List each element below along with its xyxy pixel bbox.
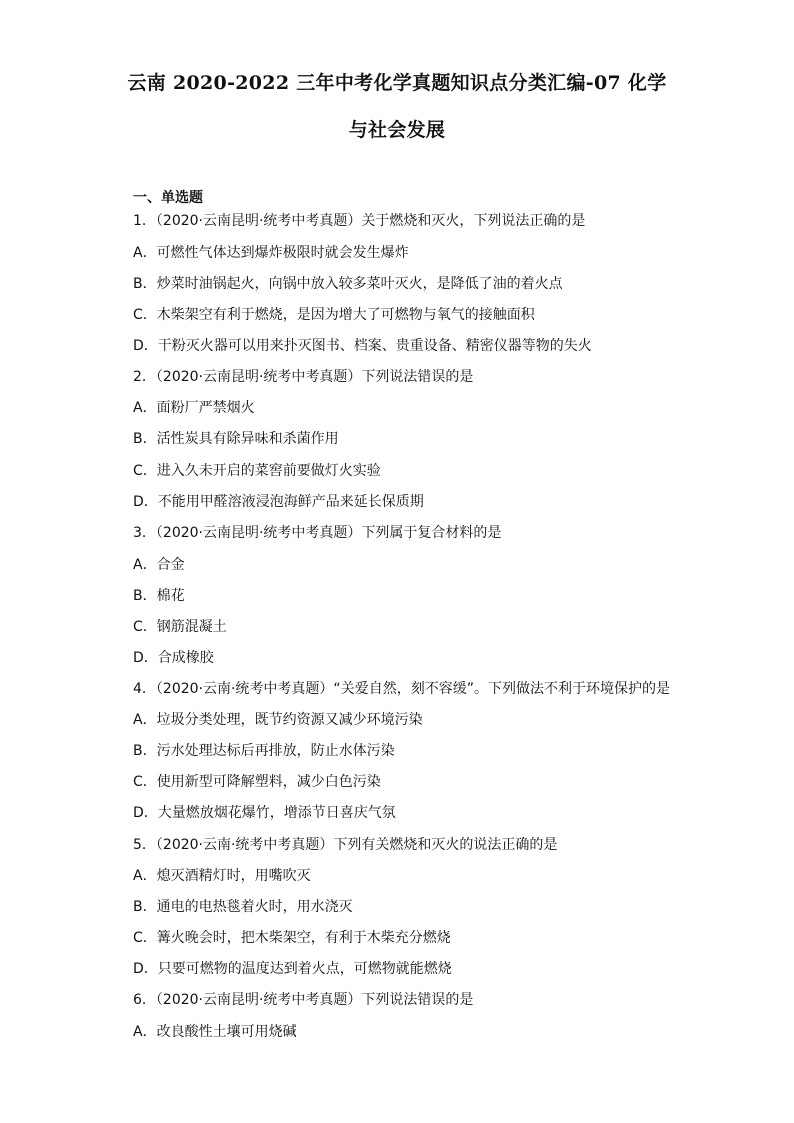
question-1-option-a: A．可燃性气体达到爆炸极限时就会发生爆炸 xyxy=(133,245,409,261)
question-3-stem: 3．（2020·云南昆明·统考中考真题）下列属于复合材料的是 xyxy=(133,525,502,541)
question-2-option-b: B．活性炭具有除异味和杀菌作用 xyxy=(133,431,339,447)
question-5-option-c: C．篝火晚会时，把木柴架空，有利于木柴充分燃烧 xyxy=(133,930,451,946)
question-1-stem: 1．（2020·云南昆明·统考中考真题）关于燃烧和灭火，下列说法正确的是 xyxy=(133,213,586,229)
question-3-option-d: D．合成橡胶 xyxy=(133,650,214,666)
question-3-option-b: B．棉花 xyxy=(133,588,185,604)
document-title-line2: 与社会发展 xyxy=(348,119,446,141)
question-4-option-c: C．使用新型可降解塑料，减少白色污染 xyxy=(133,774,381,790)
question-2-option-c: C．进入久未开启的菜窖前要做灯火实验 xyxy=(133,463,381,479)
question-1-option-b: B．炒菜时油锅起火，向锅中放入较多菜叶灭火，是降低了油的着火点 xyxy=(133,276,563,292)
question-5-option-a: A．熄灭酒精灯时，用嘴吹灭 xyxy=(133,868,311,884)
question-4-option-b: B．污水处理达标后再排放，防止水体污染 xyxy=(133,743,395,759)
question-4-option-a: A．垃圾分类处理，既节约资源又减少环境污染 xyxy=(133,712,423,728)
question-5-stem: 5．（2020·云南·统考中考真题）下列有关燃烧和灭火的说法正确的是 xyxy=(133,837,558,853)
question-5-option-d: D．只要可燃物的温度达到着火点，可燃物就能燃烧 xyxy=(133,961,452,977)
question-3-option-a: A．合金 xyxy=(133,557,185,573)
question-2-stem: 2．（2020·云南昆明·统考中考真题）下列说法错误的是 xyxy=(133,369,474,385)
question-1-option-d: D．干粉灭火器可以用来扑灭图书、档案、贵重设备、精密仪器等物的失火 xyxy=(133,338,592,354)
question-6-option-a: A．改良酸性土壤可用烧碱 xyxy=(133,1024,297,1040)
question-2-option-a: A．面粉厂严禁烟火 xyxy=(133,400,255,416)
question-4-option-d: D．大量燃放烟花爆竹，增添节日喜庆气氛 xyxy=(133,805,396,821)
document-title-line1: 云南 2020-2022 三年中考化学真题知识点分类汇编-07 化学 xyxy=(127,72,667,94)
question-2-option-d: D．不能用甲醛溶液浸泡海鲜产品来延长保质期 xyxy=(133,494,424,510)
question-3-option-c: C．钢筋混凝土 xyxy=(133,619,227,635)
question-6-stem: 6．（2020·云南昆明·统考中考真题）下列说法错误的是 xyxy=(133,992,474,1008)
question-4-stem: 4．（2020·云南·统考中考真题）“关爱自然，刻不容缓”。下列做法不利于环境保护的是 xyxy=(133,681,670,697)
question-1-option-c: C．木柴架空有利于燃烧，是因为增大了可燃物与氧气的接触面积 xyxy=(133,307,535,323)
question-5-option-b: B．通电的电热毯着火时，用水浇灭 xyxy=(133,899,353,915)
section-heading: 一、单选题 xyxy=(133,190,203,206)
